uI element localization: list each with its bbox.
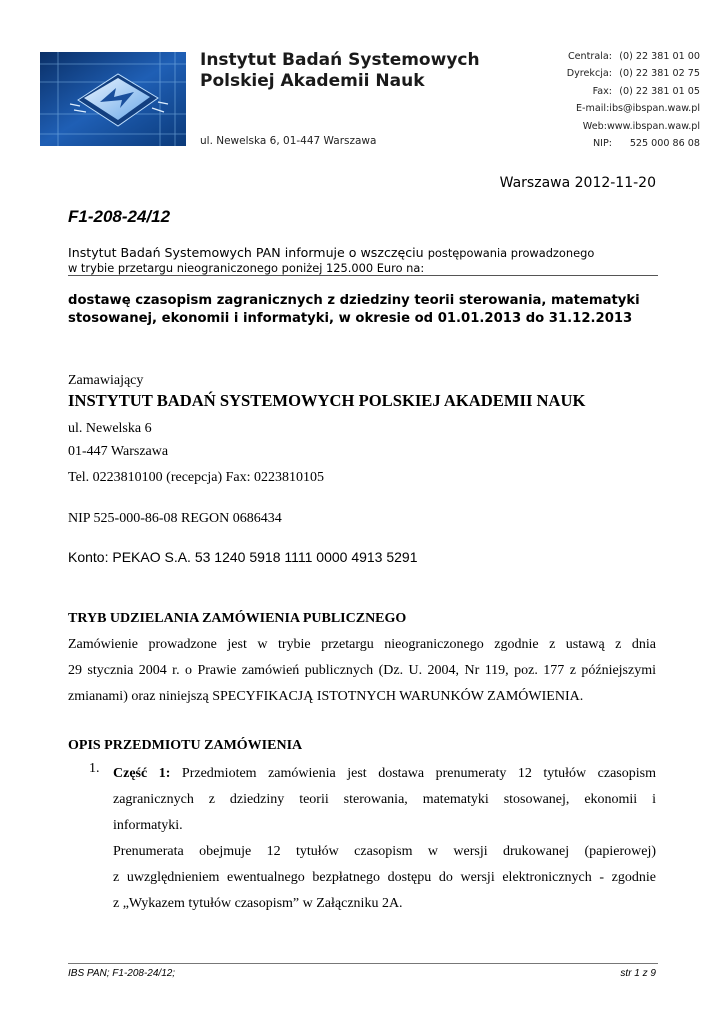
zamawiajacy-label: Zamawiający <box>68 373 144 388</box>
footer-divider <box>68 963 658 964</box>
zamawiajacy-city: 01-447 Warszawa <box>68 444 169 459</box>
intro-line2: w trybie przetargu nieograniczonego poniżej 125.000 Euro na: <box>68 261 425 275</box>
contact-label: Centrala: <box>567 51 612 62</box>
list-item-number: 1. <box>89 761 100 776</box>
contact-value: www.ibspan.waw.pl <box>606 120 700 132</box>
list-item-line: Prenumerata obejmuje 12 tytułów czasopism w wersji drukowanej (papierowej) <box>113 844 656 859</box>
zamawiajacy-name: INSTYTUT BADAŃ SYSTEMOWYCH POLSKIEJ AKADEMII NAUK <box>68 391 586 410</box>
contact-label: Web: <box>582 120 607 132</box>
intro-part2: postępowania prowadzonego <box>427 246 595 260</box>
date-line: Warszawa 2012-11-20 <box>499 175 656 191</box>
list-item-line: z uwzględnieniem ewentualnego bezpłatnego dostępu do wersji elektronicznych - zgodnie <box>113 870 656 885</box>
contact-row-web <box>560 121 700 138</box>
institute-address: ul. Newelska 6, 01-447 Warszawa <box>200 135 377 147</box>
institute-name <box>200 50 480 92</box>
contact-value: (0) 22 381 01 05 <box>619 85 700 97</box>
list-item-text: Przedmiotem zamówienia jest dostawa prenumeraty 12 tytułów czasopism <box>170 766 656 781</box>
contact-label: Dyrekcja: <box>566 68 612 80</box>
contact-value: (0) 22 381 02 75 <box>619 68 700 80</box>
zamawiajacy-street: ul. Newelska 6 <box>68 421 152 436</box>
contact-row-email <box>560 103 700 120</box>
contact-row-fax <box>560 86 700 103</box>
chip-logo-icon <box>40 52 186 146</box>
contact-row-centrala <box>560 51 700 68</box>
institute-name-line2: Polskiej Akademii Nauk <box>200 71 425 91</box>
list-item-line: z „Wykazem tytułów czasopism” w Załączniku 2A. <box>113 896 403 911</box>
institute-name-line1: Instytut Badań Systemowych <box>200 50 480 70</box>
tryb-paragraph <box>68 632 656 710</box>
contact-value: (0) 22 381 01 00 <box>619 51 700 62</box>
tryb-line: 29 stycznia 2004 r. o Prawie zamówień publicznych (Dz. U. 2004, Nr 119, poz. 177 z późniejszymi <box>68 663 656 678</box>
bank-account: Konto: PEKAO S.A. 53 1240 5918 1111 0000 4913 5291 <box>68 549 418 565</box>
list-item <box>113 761 656 917</box>
contact-label: NIP: <box>592 137 612 149</box>
subject-line2: stosowanej, ekonomii i informatyki, w okresie od 01.01.2013 do 31.12.2013 <box>68 311 633 326</box>
opis-heading: OPIS PRZEDMIOTU ZAMÓWIENIA <box>68 738 303 753</box>
contact-value: ibs@ibspan.waw.pl <box>609 103 700 115</box>
footer-document-ref: IBS PAN; F1-208-24/12; <box>68 968 176 979</box>
tryb-heading: TRYB UDZIELANIA ZAMÓWIENIA PUBLICZNEGO <box>68 611 407 626</box>
intro-text <box>68 245 658 276</box>
contact-label: E-mail: <box>575 103 610 115</box>
tryb-line: Zamówienie prowadzone jest w trybie przetargu nieograniczonego zgodnie z ustawą z dnia <box>68 637 656 652</box>
subject-line1: dostawę czasopism zagranicznych z dziedziny teorii sterowania, matematyki <box>68 293 640 308</box>
intro-part1: Instytut Badań Systemowych PAN informuje o wszczęciu <box>68 245 424 260</box>
list-item-line <box>113 761 656 787</box>
contact-value: 525 000 86 08 <box>629 137 700 149</box>
document-number: F1-208-24/12 <box>68 207 171 226</box>
page-number: str 1 z 9 <box>620 968 656 979</box>
divider <box>68 275 658 276</box>
zamawiajacy-nip-regon: NIP 525-000-86-08 REGON 0686434 <box>68 511 282 526</box>
contact-row-nip <box>560 138 700 155</box>
tryb-line: zmianami) oraz niniejszą SPECYFIKACJĄ ISTOTNYCH WARUNKÓW ZAMÓWIENIA. <box>68 689 584 704</box>
list-item-line: zagranicznych z dziedziny teorii sterowania, matematyki stosowanej, ekonomii i <box>113 792 656 807</box>
list-item-line: informatyki. <box>113 818 183 833</box>
subject <box>68 292 668 328</box>
contact-block <box>560 51 700 155</box>
zamawiajacy-tel: Tel. 0223810100 (recepcja) Fax: 0223810105 <box>68 470 325 485</box>
list-item-label: Część 1: <box>113 766 171 781</box>
contact-label: Fax: <box>592 85 612 97</box>
contact-row-dyrekcja <box>560 68 700 85</box>
